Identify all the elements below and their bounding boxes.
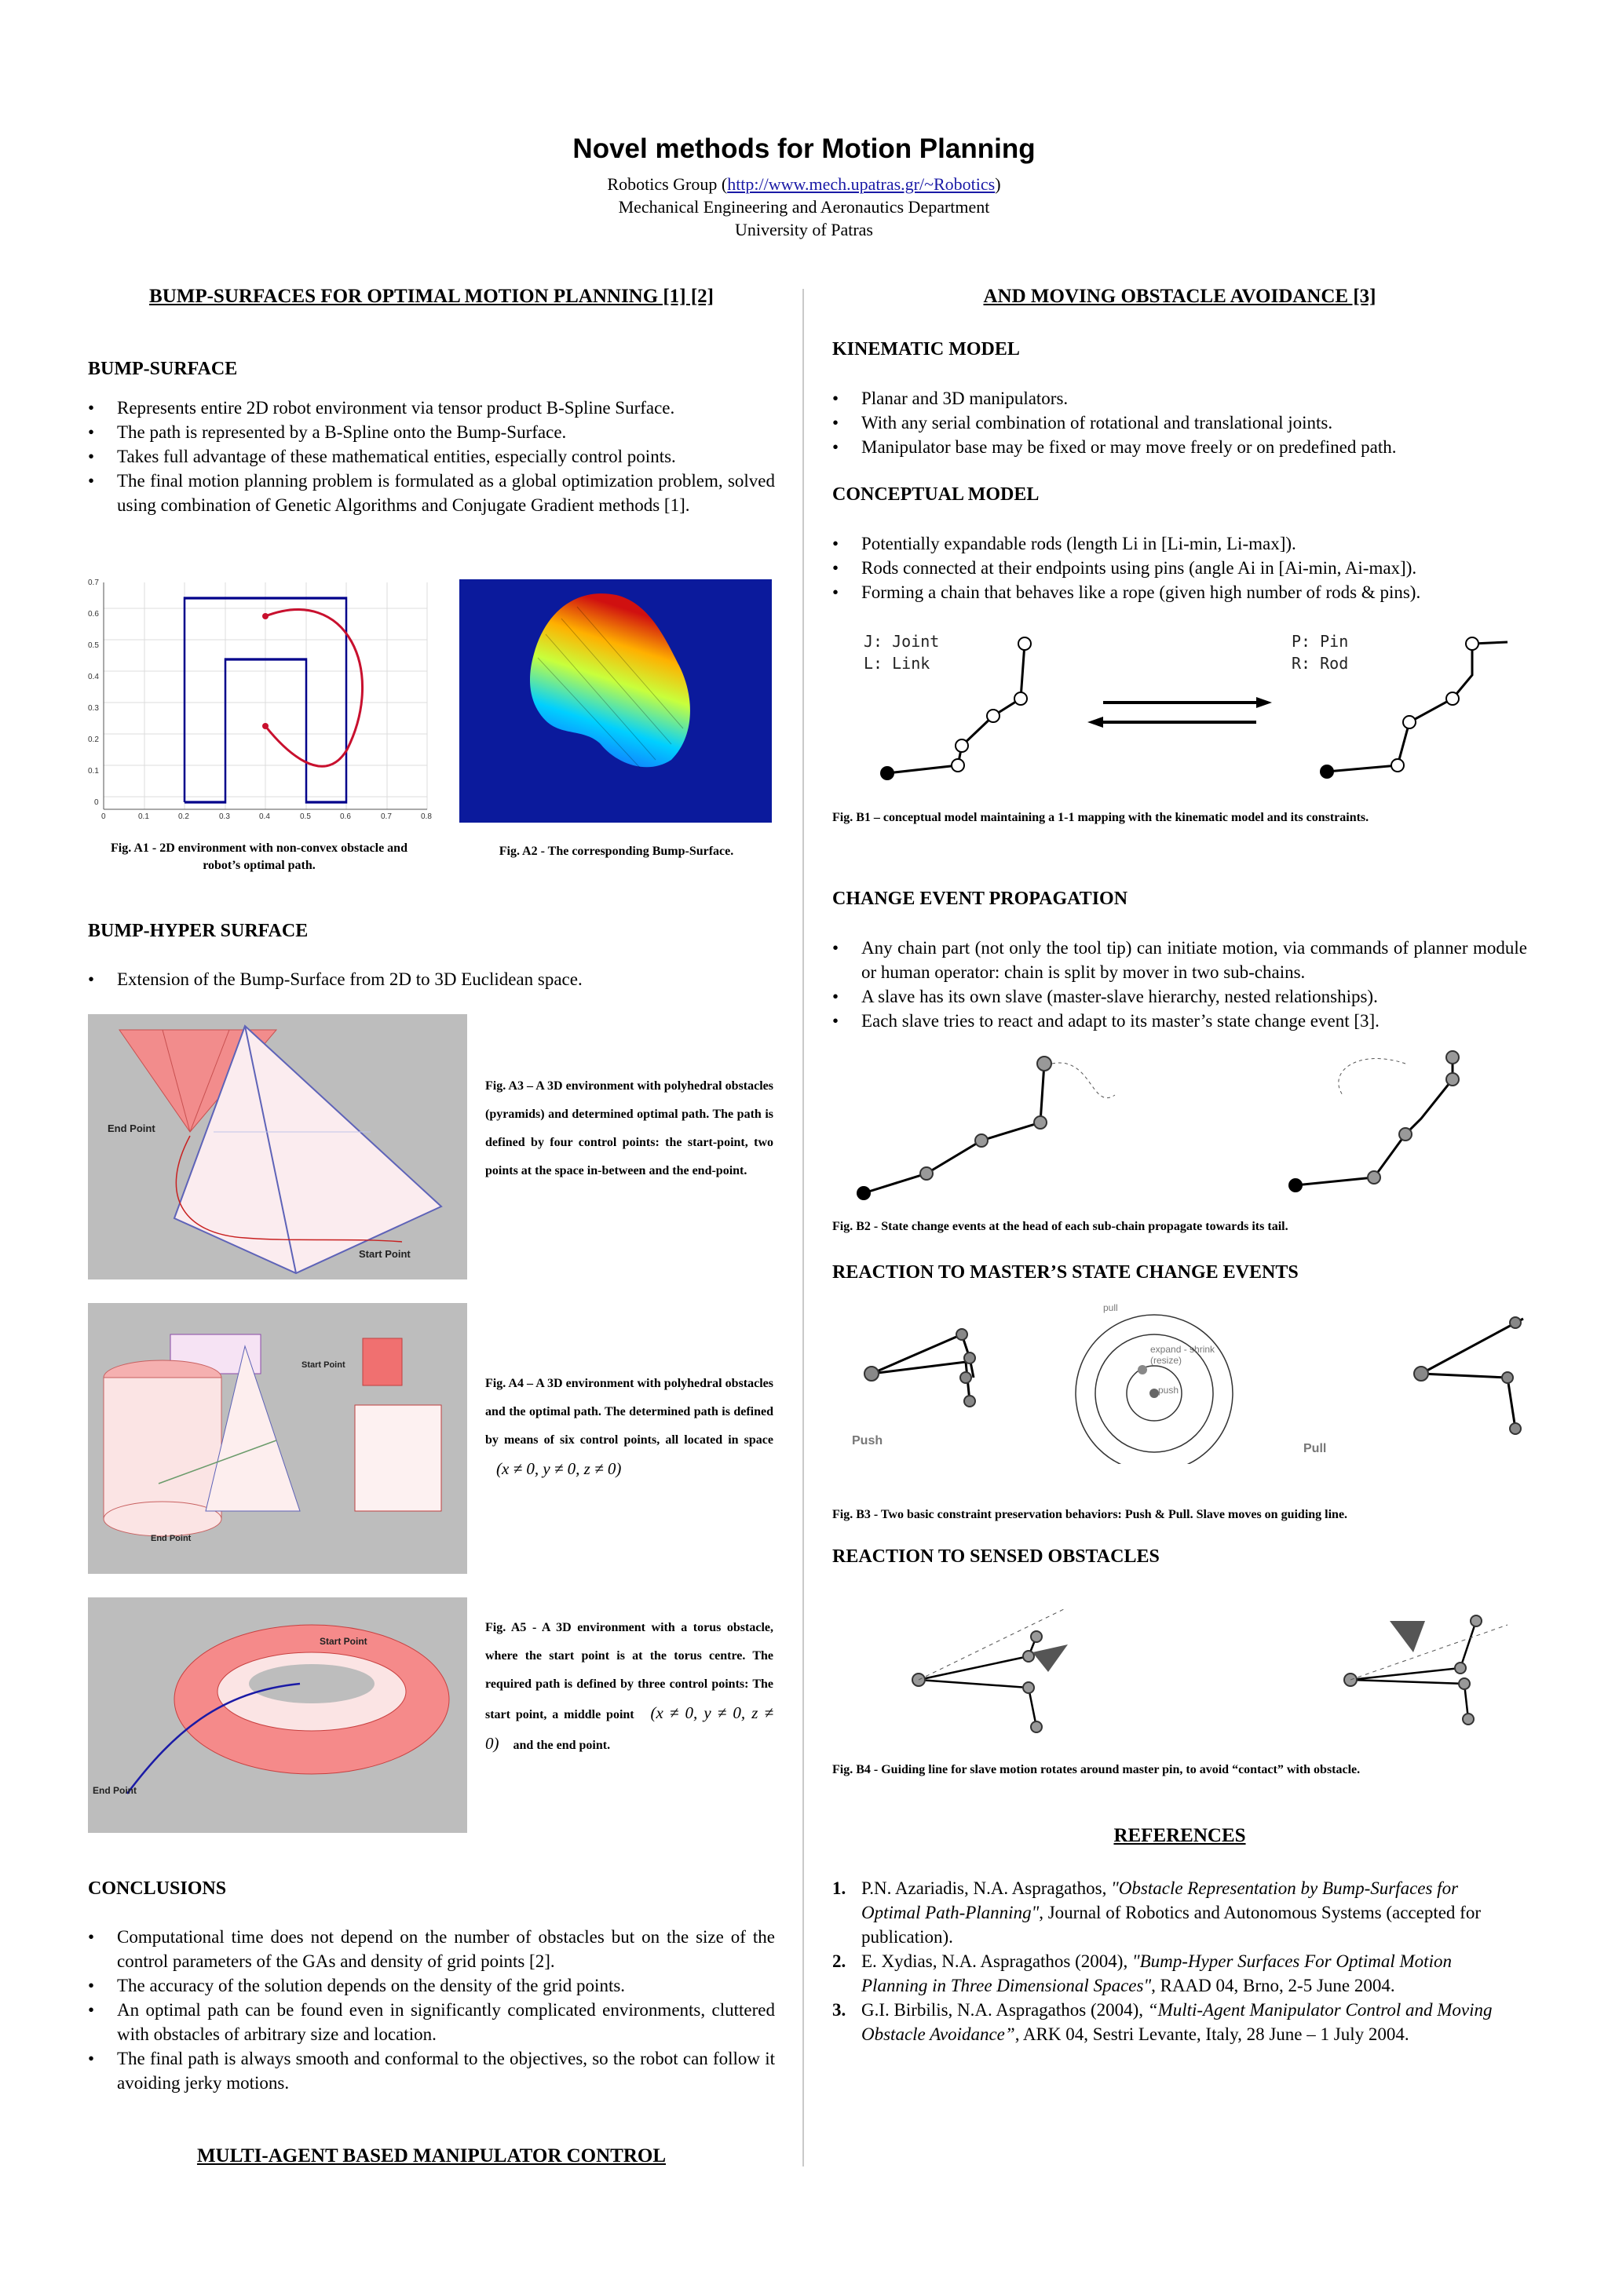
fig-a1-plot	[88, 577, 441, 820]
fig-a5-formula: (x ≠ 0, y ≠ 0, z ≠ 0)	[485, 1703, 773, 1753]
reference-title: “Multi-Agent Manipulator Control and Moving Obstacle Avoidance”	[861, 2000, 1493, 2044]
reference-number: 3.	[832, 2000, 846, 2020]
kinematic-heading: KINEMATIC MODEL	[832, 339, 1020, 360]
list-item: • Takes full advantage of these mathematical entities, especially control points.	[88, 444, 775, 469]
fig-a4-formula: (x ≠ 0, y ≠ 0, z ≠ 0)	[496, 1459, 622, 1478]
multi-agent-title: MULTI-AGENT BASED MANIPULATOR CONTROL	[196, 2145, 667, 2166]
reference-venue: , RAAD 04, Brno, 2-5 June 2004.	[1151, 1976, 1395, 1995]
x-tick: 0.4	[259, 812, 270, 820]
optimal-path	[265, 610, 363, 767]
legend-link: L: Link	[864, 654, 930, 673]
reference-item	[832, 1876, 1508, 1949]
fig-b4-diagram	[879, 1609, 1523, 1750]
reference-item	[832, 1998, 1508, 2046]
start-point-label: Start Point	[302, 1360, 345, 1370]
fig-b4-caption: Fig. B4 - Guiding line for slave motion rotates around master pin, to avoid “contact” with obstacle.	[832, 1763, 1361, 1776]
moving-obstacle-title: AND MOVING OBSTACLE AVOIDANCE [3]	[983, 286, 1376, 307]
bump-hyper-bullets	[88, 967, 775, 991]
references-heading: REFERENCES	[1113, 1825, 1246, 1846]
fig-a5-and: and	[513, 1739, 534, 1752]
x-tick: 0.5	[300, 812, 311, 820]
list-item: • Extension of the Bump-Surface from 2D to 3D Euclidean space.	[88, 967, 775, 991]
fig-a4-description: Fig. A4 – A 3D environment with polyhedral obstacles and the optimal path. The determined path is defined by means of six control points, all located in space	[485, 1377, 773, 1447]
fig-b1-caption: Fig. B1 – conceptual model maintaining a 1-1 mapping with the kinematic model and its constraints.	[832, 811, 1369, 824]
x-tick: 0.2	[178, 812, 189, 820]
fig-a5-image	[88, 1597, 467, 1833]
y-tick: 0.2	[88, 736, 99, 744]
university: University of Patras	[735, 220, 873, 239]
reference-number: 2.	[832, 1951, 846, 1971]
fig-b2-caption: Fig. B2 - State change events at the head of each sub-chain propagate towards its tail.	[832, 1220, 1288, 1233]
fig-b1-diagram	[856, 628, 1515, 785]
x-tick: 0.8	[421, 812, 432, 820]
list-item: • The final motion planning problem is formulated as a global optimization problem, solved using combination of Genetic Algorithms and Conjugate Gradient methods [1].	[88, 469, 775, 517]
y-tick: 0.7	[88, 579, 99, 587]
fig-a1-caption: Fig. A1 - 2D environment with non-convex obstacle and robot’s optimal path.	[111, 841, 407, 872]
conceptual-heading: CONCEPTUAL MODEL	[832, 484, 1040, 505]
list-item: • Rods connected at their endpoints using pins (angle Ai in [Ai-min, Ai-max]).	[832, 556, 1527, 580]
reference-authors: G.I. Birbilis, N.A. Aspragathos (2004),	[861, 2000, 1144, 2020]
reference-item	[832, 1949, 1508, 1998]
department: Mechanical Engineering and Aeronautics Department	[618, 197, 990, 217]
legend-joint: J: Joint	[864, 632, 940, 651]
reference-venue: , Journal of Robotics and Autonomous Systems (accepted for publication).	[861, 1903, 1482, 1947]
fig-a4-image	[88, 1303, 467, 1574]
y-tick: 0	[94, 798, 99, 807]
reference-title: "Obstacle Representation by Bump-Surfaces for Optimal Path-Planning"	[861, 1878, 1459, 1922]
y-tick: 0.3	[88, 704, 99, 713]
reference-authors: P.N. Azariadis, N.A. Aspragathos,	[861, 1878, 1107, 1898]
list-item: • With any serial combination of rotational and translational joints.	[832, 411, 1527, 435]
reference-authors: E. Xydias, N.A. Aspragathos (2004),	[861, 1951, 1128, 1971]
pull-label: Pull	[1303, 1442, 1327, 1455]
x-tick: 0.7	[381, 812, 392, 820]
end-point-label: End Point	[93, 1785, 137, 1796]
fig-a5-text	[485, 1614, 773, 1760]
reference-title: "Bump-Hyper Surfaces For Optimal Motion Planning in Three Dimensional Spaces"	[861, 1951, 1452, 1995]
list-item: • An optimal path can be found even in significantly complicated environments, cluttered with obstacles of arbitrary size and location.	[88, 1998, 775, 2046]
bump-surface-bullets	[88, 396, 775, 517]
list-item: • Planar and 3D manipulators.	[832, 386, 1527, 411]
fig-a3-image	[88, 1014, 467, 1279]
push-label: Push	[852, 1434, 883, 1447]
change-event-bullets	[832, 936, 1527, 1033]
start-point-label: Start Point	[359, 1248, 411, 1260]
fig-a4-text	[485, 1370, 773, 1485]
y-tick: 0.5	[88, 641, 99, 650]
bump-hyper-heading: BUMP-HYPER SURFACE	[88, 921, 309, 941]
list-item: • Potentially expandable rods (length Li in [Li-min, Li-max]).	[832, 531, 1527, 556]
list-item: • Represents entire 2D robot environment via tensor product B-Spline Surface.	[88, 396, 775, 420]
change-event-heading: CHANGE EVENT PROPAGATION	[832, 889, 1128, 909]
list-item: • Any chain part (not only the tool tip) can initiate motion, via commands of planner module or human operator: chain is split by mover in two sub-chains.	[832, 936, 1527, 984]
left-column	[88, 283, 775, 517]
fig-a3-text: Fig. A3 – A 3D environment with polyhedral obstacles (pyramids) and determined optimal path. The path is defined by four control points: the start-point, two points at the space in-between and the end-point.	[485, 1079, 773, 1177]
list-item: • A slave has its own slave (master-slave hierarchy, nested relationships).	[832, 984, 1527, 1009]
fig-a5-tail: the end point.	[536, 1739, 611, 1752]
references-list	[832, 1876, 1508, 2046]
list-item: • Manipulator base may be fixed or may move freely or on predefined path.	[832, 435, 1527, 459]
x-tick: 0.3	[219, 812, 230, 820]
reference-number: 1.	[832, 1878, 846, 1898]
conclusions-bullets	[88, 1925, 775, 2095]
list-item: • Computational time does not depend on the number of obstacles but on the size of the control parameters of the GAs and density of grid points [2].	[88, 1925, 775, 1973]
fig-a5-description: Fig. A5 - A 3D environment with a torus obstacle, where the start point is at the torus centre. The required path is defined by three control points: The start point, a middle point	[485, 1621, 773, 1721]
push-small-label: push	[1158, 1385, 1179, 1396]
fig-a2-caption: Fig. A2 - The corresponding Bump-Surface.	[499, 845, 734, 858]
end-point-label: End Point	[108, 1122, 155, 1134]
x-tick: 0.6	[340, 812, 351, 820]
y-tick: 0.6	[88, 610, 99, 619]
end-point-label: End Point	[151, 1534, 192, 1543]
bump-section-title: BUMP-SURFACES FOR OPTIMAL MOTION PLANNING [1] [2]	[149, 286, 714, 307]
legend-pin: P: Pin	[1292, 632, 1349, 651]
fig-b2-diagram	[856, 1048, 1515, 1205]
fig-b3-diagram	[840, 1299, 1531, 1464]
list-item: • The accuracy of the solution depends on the density of the grid points.	[88, 1973, 775, 1998]
column-divider	[802, 289, 804, 2166]
resize-label: (resize)	[1150, 1355, 1182, 1366]
list-item: • The final path is always smooth and conformal to the objectives, so the robot can follow it avoiding jerky motions.	[88, 2046, 775, 2095]
fig-a2-surface	[459, 579, 772, 823]
fig-b3-caption: Fig. B3 - Two basic constraint preservation behaviors: Push & Pull. Slave moves on guiding line.	[832, 1508, 1348, 1521]
list-item: • Each slave tries to react and adapt to its master’s state change event [3].	[832, 1009, 1527, 1033]
kinematic-bullets	[832, 386, 1527, 459]
poster-header	[0, 133, 1608, 241]
list-item: • Forming a chain that behaves like a rope (given high number of rods & pins).	[832, 580, 1527, 604]
group-link[interactable]: http://www.mech.upatras.gr/~Robotics	[727, 174, 996, 194]
y-tick: 0.1	[88, 767, 99, 776]
start-point-label: Start Point	[320, 1636, 367, 1647]
reaction-obstacles-heading: REACTION TO SENSED OBSTACLES	[832, 1546, 1160, 1567]
legend-rod: R: Rod	[1292, 654, 1349, 673]
x-tick: 0.1	[138, 812, 149, 820]
expand-label: expand - shrink	[1150, 1344, 1215, 1355]
poster-title: Novel methods for Motion Planning	[572, 133, 1036, 164]
bump-surface-heading: BUMP-SURFACE	[88, 359, 238, 379]
y-tick: 0.4	[88, 673, 99, 681]
pull-small-label: pull	[1103, 1302, 1118, 1313]
group-line: Robotics Group (http://www.mech.upatras.gr/~Robotics)	[607, 174, 1001, 194]
list-item: • The path is represented by a B-Spline onto the Bump-Surface.	[88, 420, 775, 444]
x-tick: 0	[101, 812, 106, 820]
conceptual-bullets	[832, 531, 1527, 604]
conclusions-heading: CONCLUSIONS	[88, 1878, 227, 1899]
reference-venue: , ARK 04, Sestri Levante, Italy, 28 June – 1 July 2004.	[1014, 2024, 1409, 2044]
reaction-master-heading: REACTION TO MASTER’S STATE CHANGE EVENTS	[832, 1262, 1299, 1283]
